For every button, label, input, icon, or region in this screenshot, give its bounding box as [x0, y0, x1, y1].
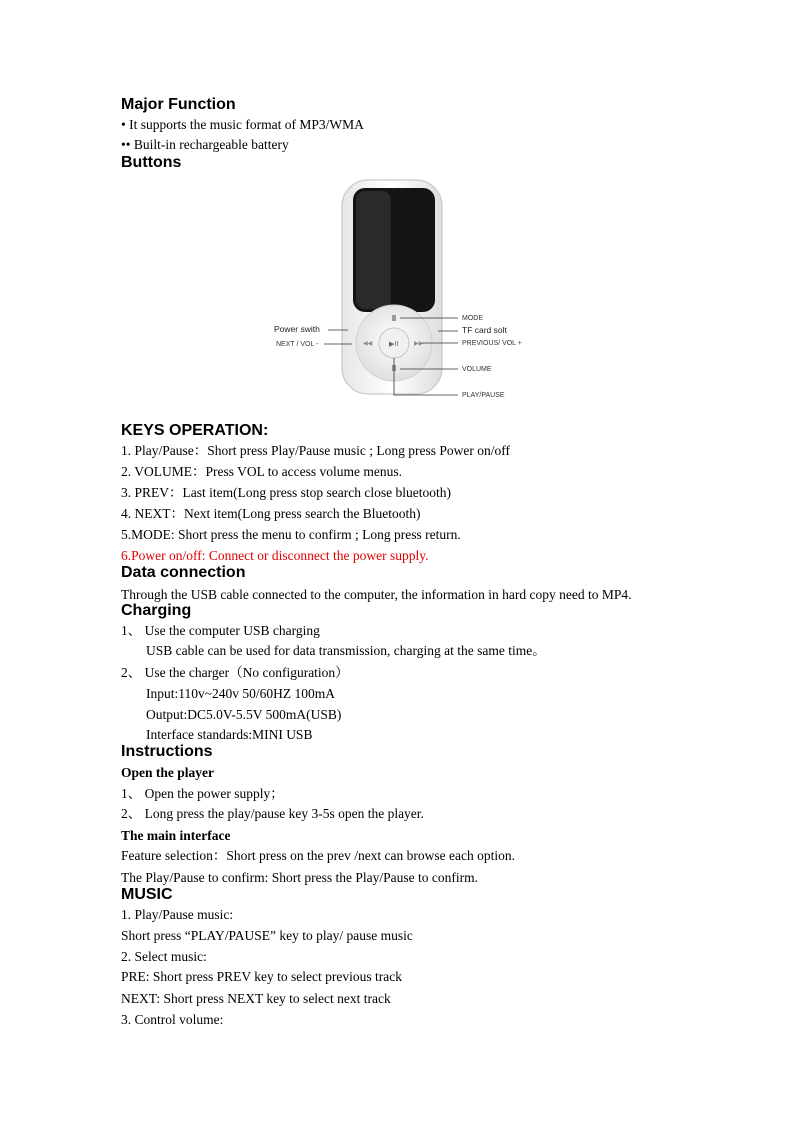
music-item: 2. Select music: [121, 949, 207, 964]
key-item: 1. Play/Pause：Short press Play/Pause music ; Long press Power on/off [121, 443, 510, 458]
music-item: PRE: Short press PREV key to select previous track [121, 969, 402, 984]
svg-text:◀◀: ◀◀ [363, 340, 373, 347]
instruction-item: Feature selection：Short press on the prev /next can browse each option. [121, 848, 516, 863]
charging-subitem: USB cable can be used for data transmission, charging at the same time。 [146, 643, 546, 658]
music-heading: MUSIC [121, 886, 173, 903]
key-item: 3. PREV：Last item(Long press stop search close bluetooth) [121, 485, 451, 500]
charging-subitem: Input:110v~240v 50/60HZ 100mA [146, 686, 336, 701]
main-interface-title: The main interface [121, 828, 231, 843]
feature-item: • It supports the music format of MP3/WMA [121, 117, 364, 132]
open-player-title: Open the player [121, 765, 214, 780]
music-item: Short press “PLAY/PAUSE” key to play/ pause music [121, 928, 413, 943]
svg-text:▶II: ▶II [389, 340, 399, 348]
player-diagram [270, 178, 540, 404]
instruction-item: 2、 Long press the play/pause key 3-5s open the player. [121, 806, 424, 821]
data-connection-text: Through the USB cable connected to the computer, the information in hard copy need to MP4. [121, 587, 632, 602]
label-play-pause: PLAY/PAUSE [462, 392, 505, 399]
data-connection-heading: Data connection [121, 564, 246, 581]
svg-text:▶▶: ▶▶ [414, 340, 424, 347]
label-tf-card: TF card solt [462, 325, 507, 335]
charging-subitem: Interface standards:MINI USB [146, 727, 313, 742]
charging-heading: Charging [121, 602, 192, 619]
mp3-player-illustration [270, 178, 540, 404]
music-item: 1. Play/Pause music: [121, 907, 234, 922]
charging-item: 1、 Use the computer USB charging [121, 623, 320, 638]
label-next-vol: NEXT / VOL - [276, 341, 319, 348]
label-mode: MODE [462, 315, 483, 322]
instruction-item: The Play/Pause to confirm: Short press the Play/Pause to confirm. [121, 870, 478, 885]
charging-item: 2、 Use the charger（No configuration） [121, 665, 349, 680]
instructions-heading: Instructions [121, 743, 213, 760]
label-volume: VOLUME [462, 366, 492, 373]
label-prev-vol: PREVIOUS/ VOL + [462, 340, 522, 347]
music-item: 3. Control volume: [121, 1012, 224, 1027]
instruction-item: 1、 Open the power supply； [121, 786, 284, 801]
major-function-heading: Major Function [121, 96, 236, 113]
music-item: NEXT: Short press NEXT key to select next track [121, 991, 391, 1006]
keys-heading: KEYS OPERATION: [121, 422, 269, 439]
key-item: 5.MODE: Short press the menu to confirm ; Long press return. [121, 527, 461, 542]
charging-subitem: Output:DC5.0V-5.5V 500mA(USB) [146, 707, 342, 722]
label-power-switch: Power swith [274, 324, 320, 334]
buttons-heading: Buttons [121, 154, 182, 171]
key-item: 2. VOLUME：Press VOL to access volume menus. [121, 464, 402, 479]
key-item: 4. NEXT：Next item(Long press search the Bluetooth) [121, 506, 421, 521]
feature-item: •• Built-in rechargeable battery [121, 137, 289, 152]
key-item-power-highlight: 6.Power on/off: Connect or disconnect the power supply. [121, 548, 429, 563]
